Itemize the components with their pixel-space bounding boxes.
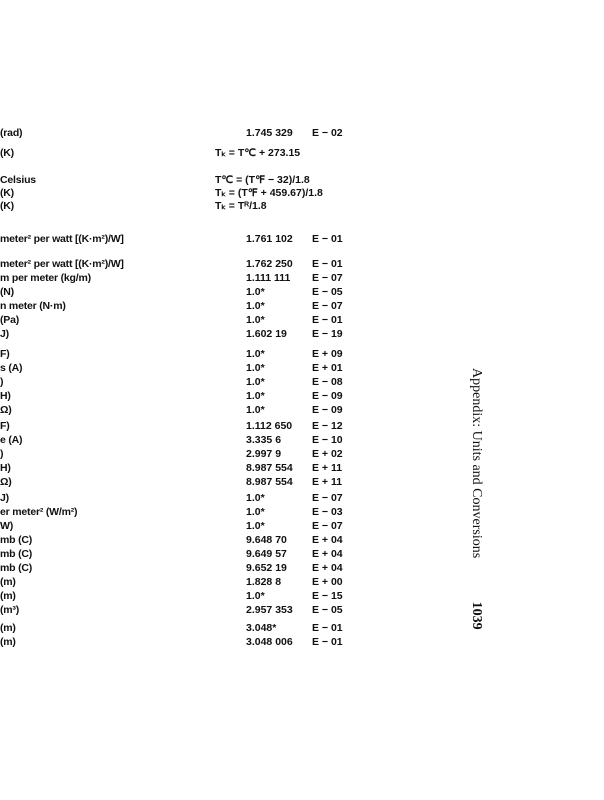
conversion-factor: 1.0* — [246, 314, 265, 326]
table-row — [0, 434, 360, 447]
conversion-factor: 1.0* — [246, 362, 265, 374]
conversion-factor: 1.111 111 — [246, 272, 291, 284]
exponent: E − 07 — [312, 300, 343, 312]
exponent: E − 07 — [312, 520, 343, 532]
conversion-factor: 1.602 19 — [246, 328, 287, 340]
unit-label: (K) — [0, 200, 14, 212]
conversion-factor: 8.987 554 — [246, 462, 293, 474]
unit-label: s (A) — [0, 362, 23, 374]
unit-label: Ω) — [0, 476, 12, 488]
conversion-factor: 2.957 353 — [246, 604, 293, 616]
exponent: E − 05 — [312, 286, 343, 298]
exponent: E + 11 — [312, 476, 343, 488]
page-number: 1039 — [469, 601, 484, 630]
conversion-factor: 9.649 57 — [246, 548, 287, 560]
table-row — [0, 272, 360, 285]
conversion-formula: Tₖ = T℃ + 273.15 — [215, 147, 301, 159]
unit-label: H) — [0, 462, 11, 474]
unit-label: mb (C) — [0, 562, 33, 574]
exponent: E − 03 — [312, 506, 343, 518]
table-row — [0, 362, 360, 375]
exponent: E + 09 — [312, 348, 343, 360]
table-row — [0, 376, 360, 389]
conversion-factor: 2.997 9 — [246, 448, 282, 460]
table-row — [0, 548, 360, 561]
unit-label: ) — [0, 448, 4, 460]
unit-label: meter² per watt [(K·m²)/W] — [0, 258, 124, 270]
unit-label: (rad) — [0, 127, 23, 139]
conversion-factor: 1.0* — [246, 520, 265, 532]
unit-label: (Pa) — [0, 314, 20, 326]
conversion-formula: Tₖ = (T℉ + 459.67)/1.8 — [215, 187, 323, 199]
exponent: E − 07 — [312, 272, 343, 284]
conversion-factor: 1.0* — [246, 348, 265, 360]
conversion-factor: 1.0* — [246, 286, 265, 298]
conversion-factor: 9.648 70 — [246, 534, 287, 546]
conversion-factor: 1.762 250 — [246, 258, 293, 270]
unit-label: mb (C) — [0, 534, 33, 546]
table-row — [0, 476, 360, 489]
conversion-factor: 1.0* — [246, 376, 265, 388]
table-row — [0, 348, 360, 361]
unit-label: W) — [0, 520, 14, 532]
unit-label: J) — [0, 328, 9, 340]
table-row — [0, 328, 360, 341]
table-row — [0, 300, 360, 313]
unit-label: mb (C) — [0, 548, 33, 560]
table-row — [0, 286, 360, 299]
table-row — [0, 590, 360, 603]
unit-label: meter² per watt [(K·m²)/W] — [0, 233, 124, 245]
unit-label: (m) — [0, 622, 16, 634]
table-row — [0, 127, 360, 140]
table-row — [0, 420, 360, 433]
conversion-factor: 9.652 19 — [246, 562, 287, 574]
unit-label: (m) — [0, 590, 16, 602]
exponent: E − 10 — [312, 434, 343, 446]
conversion-factor: 1.112 650 — [246, 420, 293, 432]
unit-label: (m³) — [0, 604, 20, 616]
running-header-title: Appendix: Units and Conversions — [469, 368, 484, 559]
conversion-factor: 3.048* — [246, 622, 277, 634]
unit-label: F) — [0, 420, 10, 432]
unit-label: Ω) — [0, 404, 12, 416]
exponent: E − 05 — [312, 604, 343, 616]
exponent: E + 04 — [312, 562, 343, 574]
exponent: E − 01 — [312, 258, 343, 270]
exponent: E + 00 — [312, 576, 343, 588]
conversion-formula: T℃ = (T℉ − 32)/1.8 — [215, 174, 310, 186]
unit-label: er meter² (W/m²) — [0, 506, 78, 518]
table-row — [0, 404, 360, 417]
exponent: E − 01 — [312, 314, 343, 326]
table-row — [0, 187, 360, 200]
conversion-factor: 1.0* — [246, 404, 265, 416]
conversion-factor: 1.0* — [246, 506, 265, 518]
running-header — [468, 368, 484, 668]
conversion-factor: 1.0* — [246, 390, 265, 402]
table-row — [0, 448, 360, 461]
exponent: E − 15 — [312, 590, 343, 602]
unit-label: n meter (N·m) — [0, 300, 66, 312]
exponent: E − 12 — [312, 420, 343, 432]
table-row — [0, 576, 360, 589]
exponent: E − 08 — [312, 376, 343, 388]
exponent: E − 07 — [312, 492, 343, 504]
exponent: E + 02 — [312, 448, 343, 460]
unit-label: J) — [0, 492, 9, 504]
exponent: E − 19 — [312, 328, 343, 340]
exponent: E − 01 — [312, 636, 343, 648]
unit-label: ) — [0, 376, 4, 388]
conversion-factor: 1.0* — [246, 590, 265, 602]
table-row — [0, 147, 360, 160]
unit-label: (m) — [0, 636, 16, 648]
table-row — [0, 534, 360, 547]
conversion-factor: 1.761 102 — [246, 233, 293, 245]
table-row — [0, 174, 360, 187]
table-row — [0, 506, 360, 519]
table-row — [0, 258, 360, 271]
unit-label: (N) — [0, 286, 14, 298]
conversion-factor: 3.335 6 — [246, 434, 282, 446]
unit-label: (K) — [0, 147, 14, 159]
conversion-formula: Tₖ = Tᴿ/1.8 — [215, 200, 267, 212]
conversion-factor: 1.745 329 — [246, 127, 293, 139]
conversion-factor: 1.0* — [246, 492, 265, 504]
table-row — [0, 492, 360, 505]
exponent: E − 09 — [312, 404, 343, 416]
table-row — [0, 314, 360, 327]
table-row — [0, 233, 360, 246]
unit-label: (m) — [0, 576, 16, 588]
unit-label: (K) — [0, 187, 14, 199]
exponent: E − 01 — [312, 233, 343, 245]
table-row — [0, 636, 360, 649]
conversion-factor: 1.0* — [246, 300, 265, 312]
conversion-factor: 3.048 006 — [246, 636, 293, 648]
exponent: E − 02 — [312, 127, 343, 139]
table-row — [0, 390, 360, 403]
unit-label: m per meter (kg/m) — [0, 272, 91, 284]
table-row — [0, 604, 360, 617]
exponent: E + 01 — [312, 362, 343, 374]
unit-label: Celsius — [0, 174, 36, 186]
table-row — [0, 520, 360, 533]
table-row — [0, 622, 360, 635]
table-row — [0, 562, 360, 575]
table-row — [0, 462, 360, 475]
unit-label: e (A) — [0, 434, 23, 446]
conversion-factor: 8.987 554 — [246, 476, 293, 488]
unit-label: F) — [0, 348, 10, 360]
unit-label: H) — [0, 390, 11, 402]
exponent: E + 04 — [312, 548, 343, 560]
conversion-factor: 1.828 8 — [246, 576, 282, 588]
exponent: E + 11 — [312, 462, 343, 474]
table-row — [0, 200, 360, 213]
exponent: E − 09 — [312, 390, 343, 402]
exponent: E + 04 — [312, 534, 343, 546]
exponent: E − 01 — [312, 622, 343, 634]
